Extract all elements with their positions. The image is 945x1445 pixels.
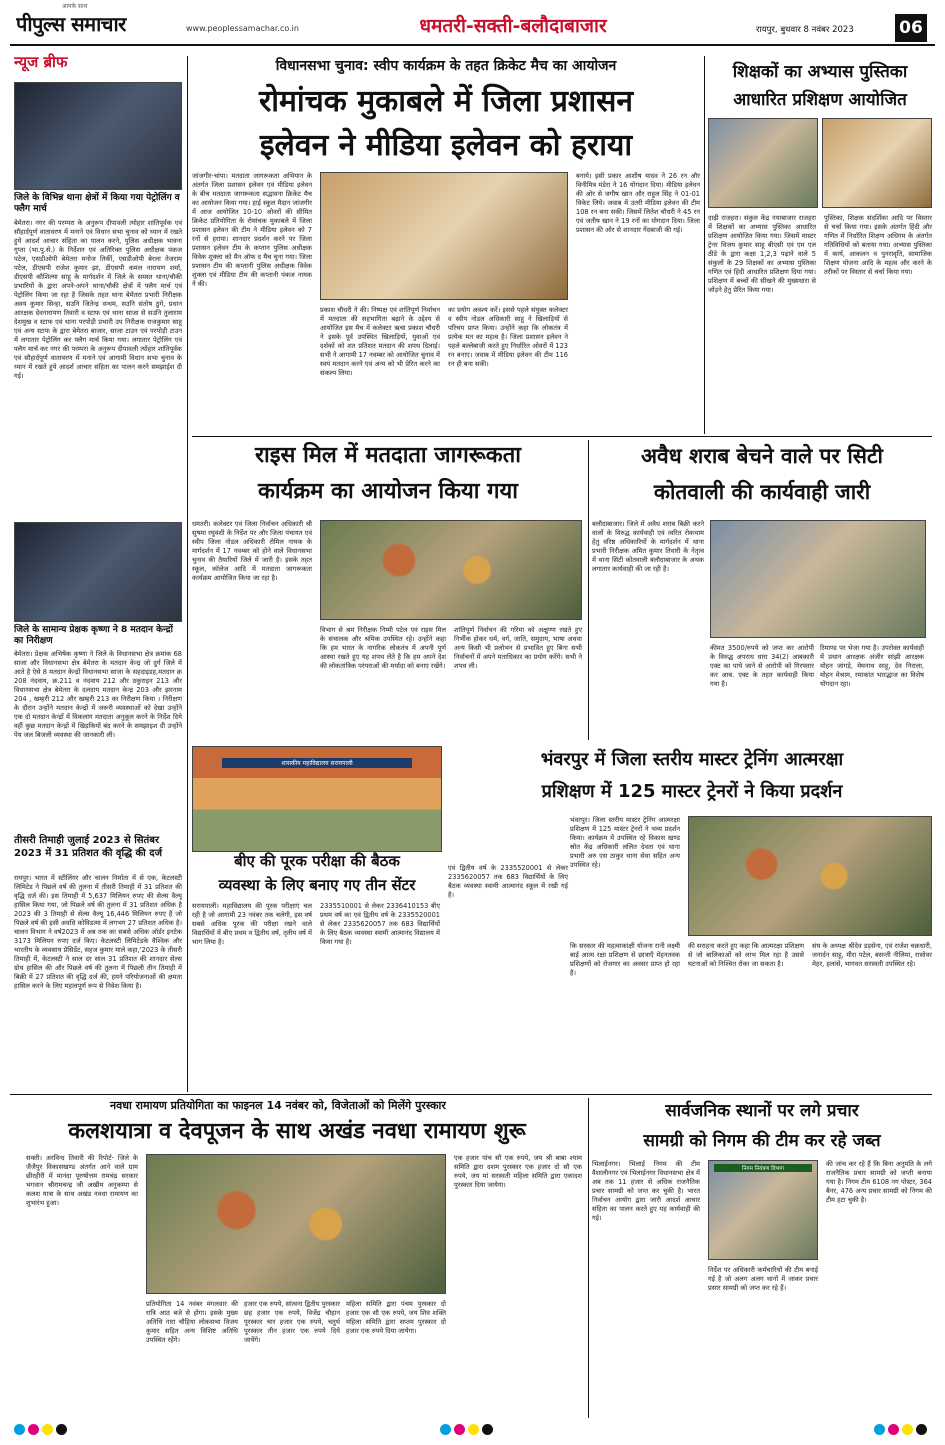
teacher-headline-2: आधारित प्रशिक्षण आयोजित [733, 90, 907, 110]
teacher-photo-2 [822, 118, 932, 208]
brief2-title: जिले के सामान्य प्रेक्षक कृष्णा ने 8 मतदान केन्द्रों का निरीक्षण [14, 625, 173, 646]
college-sign: शासकीय महाविद्यालय सरायपाली [222, 758, 412, 768]
ads-photo [708, 1160, 818, 1260]
rice-col3: शांतिपूर्ण निर्वाचन की गरिमा को अक्षुण्ण रखते हुए निर्भीक होकर धर्म, वर्ग, जाति, समुदाय, भाषा अथवा अन्य किसी भी प्रलोभन से प्रभावित हुए बिना सभी निर्वाचनों में अपने मताधिकार का प्रयोग करेंगे। सभी ने शपथ ली। [454, 626, 582, 670]
ba-col2: 2335510001 से लेकर 2336410153 बीए प्रथम वर्ष का एवं द्वितीय वर्ष के 2335520001 से लेकर 2335620057 तक 683 विद्यार्थियों के लिए बैठक व्यवस्था स्वामी आत्मानंद विद्यालय में किया गया है। [320, 902, 440, 946]
brief1-title: जिले के विभिन्न थाना क्षेत्रों में किया गया पेट्रोलिंग व फ्लैग मार्च [14, 193, 180, 214]
cmyk-yellow-dot [42, 1424, 53, 1435]
issue-date: रायपुर, बुधवार 8 नवंबर 2023 [756, 25, 854, 35]
cricket-col1: जांजगीर-चांपा। मतदाता जागरूकता अभियान के अंतर्गत जिला प्रशासन इलेवन एवं मीडिया इलेवन के बीच मतदाता जागरूकता सद्भावना क्रिकेट मैच का आयोजन किया गया। हाई स्कूल मैदान जांजगीर में आज आयोजित 10-10 ओवरों की सीमित क्रिकेट प्रतियोगिता के रोमांचक मुकाबले में जिला प्रशासन इलेवन की टीम ने मीडिया इलेवन को 7 रनों से हराया। शानदार प्रदर्शन करने पर जिला प्रशासन इलेवन टीम के कप्तान पुलिस अधीक्षक विवेक शुक्ला को मैन ऑफ द मैच चुना गया। जिला प्रशासन टीम की कप्तानी पुलिस अधीक्षक विवेक शुक्ला एवं मीडिया टीम की कप्तानी पंकज नायक ने की। [192, 172, 312, 288]
training-col1: भंवरपुर। जिला स्तरीय मास्टर ट्रेनिंग आत्मरक्षा प्रशिक्षण में 125 मास्टर ट्रेनरों ने भव्य प्रदर्शन किया। कार्यक्रम में उपस्थित रहे विकास खण्ड स्रोत केंद्र अधिकारी ललित देवता एवं थाना प्रभारी अरु एस ठाकुर थाना सेवा सहित अन्य उपस्थित रहे। [570, 816, 680, 869]
ramayan-col5: एक हजार पांच सौ एक रुपये, जय श्री बाबा श्याम समिति द्वारा दशम पुरस्कार एक हजार दो सौ एक रुपये, जय मां सरस्वती महिला समिति द्वारा एकादश पुरस्कार दिया जायेगा। [454, 1154, 582, 1189]
training-photo [688, 816, 932, 936]
ramayan-col2: प्रतियोगिता 14 नवंबर मंगलवार की रात्रि आठ बजे से होगा। इसके मुख्य अतिथि नारा चौहिया लोकसभा विजय कुमार सहित अन्य विशिष्ट अतिथि उपस्थित रहेंगे। [146, 1300, 238, 1344]
teacher-col1: दाढ़ी राजहरा। संकुल केंद्र नयाबाजार राजहरा में शिक्षकों का अभ्यास पुस्तिका आधारित प्रशिक्षण आयोजित किया गया। जिसमें मास्टर ट्रेनर विजय कुमार साहू बीएसी एवं एम एल ठीडे के द्वारा कक्षा 1,2,3 पढ़ाने वाले 5 संकुलों के 29 शिक्षकों का अभ्यास पुस्तिका गणित एवं हिंदी आधारित प्रशिक्षण दिया गया। प्रशिक्षण में बच्चों की सीखने की मुख्यधारा से जोड़ने हेतु प्रेरित किया गया। [708, 214, 816, 294]
rice-photo [320, 520, 582, 620]
cmyk-magenta-dot [888, 1424, 899, 1435]
cmyk-black-dot [482, 1424, 493, 1435]
brief-photo-inspection [14, 522, 182, 622]
cricket-col3: का प्रयोग अवश्य करें। इससे पहले संयुक्त कलेक्टर व स्वीप नोडल अधिकारी साहू ने खिलाड़ियों से परिचय प्राप्त किया। उन्होंने कहा कि लोकतंत्र में प्रत्येक मत का महत्व है। जिला प्रशासन इलेवन ने पहले बल्लेबाजी करते हुए निर्धारित ओवरों में 123 रन बनाए। जवाब में मीडिया इलेवन की टीम 116 रन ही बना सकी। [448, 306, 568, 368]
story-liquor [592, 440, 932, 740]
story-rice [192, 440, 584, 740]
training-headline-2: प्रशिक्षण में 125 मास्टर ट्रेनरों ने किया प्रदर्शन [541, 781, 843, 802]
masthead-rule [10, 44, 935, 46]
logo-text: पीपुल्स समाचार [16, 12, 126, 36]
rice-headline-1: राइस मिल में मतदाता जागरूकता [255, 443, 521, 468]
left-column-divider [187, 56, 188, 1092]
ba-col3: एवं द्वितीय वर्ष के 2335520001 से लेकर 2335620057 तक 683 विद्यार्थियों के लिए बैठक व्यवस्था स्वामी आत्मानंद स्कूल में रखी गई है। [448, 864, 568, 899]
row3-divider [10, 1094, 932, 1095]
footer-registration-center [440, 1424, 493, 1435]
footer-registration-right [874, 1424, 927, 1435]
ads-headline-2: सामग्री को निगम की टीम कर रहे जब्त [643, 1131, 881, 1151]
liquor-col2: कीमत 3500/रुपये को जप्त कर आरोपी के विरुद्ध अपराध धारा 34(2) आबकारी एक्ट का पाये जाने से आरोपी को गिरफ्तार कर आब. एक्ट के तहत कार्यवाही किया गया है। [710, 644, 814, 688]
row1-divider [192, 436, 932, 437]
masthead-website[interactable]: www.peoplessamachar.co.in [186, 24, 299, 33]
teacher-divider [704, 56, 705, 434]
teacher-col2: पुस्तिका, शिक्षक संदर्शिका आदि पर विस्तार से चर्चा किया गया। इसके अंतर्गत हिंदी और गणित में निर्धारित शिक्षण अधिगम के अंतर्गत गतिविधियों को बताया गया। अभ्यास पुस्तिका में कार्य, आकलन व पुनरावृति, सामाजिक शिक्षण योजना आदि के महत्व और करने के तरीकों पर विस्तार से चर्चा किया गया। [824, 214, 932, 276]
liquor-headline-2: कोतवाली की कार्यवाही जारी [653, 480, 871, 504]
liquor-col1: बलौदाबाजार। जिले में अवैध शराब बिक्री करने वालों के विरुद्ध कार्यवाही एवं त्वरित रोकथाम हेतु वरिष्ठ अधिकारियों के मार्गदर्शन में थाना प्रभारी निरीक्षक अमित कुमार तिवारी के नेतृत्व में थाना सिटी कोतवाली बलौदाबाजार के अथक लगातार कार्यवाही की जा रही है। [592, 520, 704, 573]
ramayan-headline: कलशयात्रा व देवपूजन के साथ अखंड नवधा रामायण शुरू [68, 1119, 526, 1144]
page-number: 06 [899, 18, 923, 38]
masthead-tagline: आपके साथ [62, 3, 88, 10]
masthead-logo[interactable] [16, 10, 186, 38]
ba-headline-2: व्यवस्था के लिए बनाए गए तीन सेंटर [218, 876, 416, 894]
cmyk-yellow-dot [902, 1424, 913, 1435]
rice-col2: विभाग से श्रम निरीक्षक निम्मी पटेल एवं राइस मिल के संचालक और श्रमिक उपस्थित रहे। उन्होंने कहा कि हम भारत के नागरिक लोकतंत्र में अपनी पूर्ण आस्था रखते हुए यह शपथ लेते है कि हम अपने देश की लोकतांत्रिक परंपराओं की मर्यादा को बनाए रखेंगे। [320, 626, 446, 670]
ramayan-ads-divider [588, 1098, 589, 1418]
brief3-title: तीसरी तिमाही जुलाई 2023 से सितंबर 2023 में 31 प्रतिशत की वृद्धि की दर्ज [14, 835, 162, 859]
rice-liquor-divider [588, 440, 589, 740]
ads-sign: निगम नियंत्रण विभाग [714, 1164, 812, 1172]
ads-col2: निर्देश पर अधिकारी कर्मचारियों की टीम बनाई गई है जो अलग अलग थानों में जाकर प्रचार प्रसार सामग्री को जप्त कर रहे हैं। [708, 1266, 818, 1292]
ramayan-col3: हजार एक रुपये, सांत्वना द्वितीय पुरस्कार छह हजार एक रुपये, विजेंद्र चौहान पुरस्कार चार हजार एक रुपये, चतुर्थ पुरस्कार तीन हजार एक रुपये दिये जायेंगे। [244, 1300, 340, 1344]
cricket-kicker: विधानसभा चुनाव: स्वीप कार्यक्रम के तहत क्रिकेट मैच का आयोजन [275, 58, 617, 74]
cmyk-magenta-dot [28, 1424, 39, 1435]
story-teacher [708, 56, 932, 434]
story-cricket [192, 56, 700, 434]
section-title: धमतरी-सक्ती-बलौदाबाजार [419, 15, 607, 37]
cricket-headline-1: रोमांचक मुकाबले में जिला प्रशासन [258, 84, 634, 119]
ramayan-col1: सक्ती। अरविन्द तिवारी की रिपोर्ट- जिले के जैजैपुर विकासखण्ड अंतर्गत आने वाले ग्राम छीरहीरी में मानंदा पूरुषोत्तम रामचंद्र सरकार भगवान श्रीरामचन्द्र जी अखीम अनुकम्पा से कलश यात्रा के साथ अखंड नवधा रामायण का शुभारंभ हुआ। [26, 1154, 138, 1207]
cmyk-cyan-dot [14, 1424, 25, 1435]
liquor-photo [710, 520, 926, 638]
ba-headline-1: बीए की पूरक परीक्षा की बैठक [234, 852, 400, 870]
cmyk-cyan-dot [874, 1424, 885, 1435]
cmyk-black-dot [56, 1424, 67, 1435]
brief-photo-patrol [14, 82, 182, 190]
story-training [452, 746, 932, 1092]
cmyk-yellow-dot [468, 1424, 479, 1435]
page-number-box [895, 14, 927, 42]
training-col3: की सराहना करते हुए कहा कि आत्मरक्षा प्रशिक्षण से जो बालिकाओं को लाभ मिल रहा है उससे घटनाओं को निश्चित रोका जा सकता है। [688, 942, 804, 968]
ads-col3: की जांच कर रहे हैं कि बिना अनुमति के लगे राजनैतिक प्रचार सामग्री को जप्ती बनाया गया है। निगम टीम 6108 नग पोस्टर, 364 बैनर, 476 अन्य प्रचार सामग्री को निगम की टीम हटा चुकी है। [826, 1160, 932, 1204]
footer-registration-left [14, 1424, 67, 1435]
cmyk-black-dot [916, 1424, 927, 1435]
brief2-body: बेमेतरा। प्रेक्षक अभिषेक कृष्णा ने जिले के विधानसभा क्षेत्र क्रमांक 68 साजा और विधानसभा क्षेत्र बेमेतरा के मतदान केन्द्र जो दुर्ग जिले में आते है ऐसे 8 मतदान केन्द्रों विधानसभा साजा के सहदाइडह,मतदान क्र 208 नंदवाय, क्र.211 व नंदवाय 212 और ठकुराइन 213 और विधानसभा क्षेत्र बेमेतरा के दलदाय मतदान केन्द्र 203 और झरनाम 204 , खम्हरी 212 और खम्हरी 213 का निरीक्षण किया । निरीक्षण के दौरान उन्होंने मतदान केन्द्रों में जरूरी व्यवस्थाओं को देखा उन्होंने एक दो मतदान केन्द्रों में विकलांग मतदाता अनुकूल करने के निर्देश दिये वहीं कुछ मतदान केन्द्रों में खिड़कियों बंद करने के समझाइश दी उन्होंने पेय जल बिजली व्यवस्था की जानकारी ली। [14, 650, 182, 739]
liquor-col3: रिमाण्ड पर भेजा गया है। उपरोक्त कार्यवाही में प्रधान आरक्षक अंजीर सांझी आरक्षक मोहन जांगड़े, मेघनाथ साहू, देव निराला, मोहन मेश्राम, रमाकांत भारद्धाज का विशेष योगदान रहा। [820, 644, 924, 688]
cricket-col4: बनाये। इसी प्रकार आशीष यादव ने 26 रन और विनीमित्र मंडेरा ने 16 योगदान दिया। मीडिया इलेवन की ओर से जगीष खान और राहुल सिंह ने 01-01 विकेट लिये। जवाब में उतरी मीडिया इलेवन की टीम 108 रन बना सकी। जिसमें लितेश चौधरी ने 45 रन एवं जतीष खान ने 19 रनों का योगदान दिया। जिला प्रशासन की ओर से शानदार गेंदबाजी की गई। [576, 172, 700, 234]
ramayan-photo [146, 1154, 446, 1294]
ramayan-col4: महिला समिति द्वारा पंचम पुरस्कार दो हजार एक सौ एक रुपये, जय शिव शक्ति महिला समिति द्वारा सप्तम पुरस्कार दो हजार एक रुपये दिया जायेगा। [346, 1300, 446, 1335]
section-banner [388, 12, 638, 42]
ba-col1: सरायपाली। महाविद्यालय की पूरक परीक्षाएं चल रही है जो आगामी 23 नवंबर तक चलेगी, इस वर्ष सबसे अधिक पूरक की परीक्षा रखने वाले विद्यार्थियों में बीए प्रथम व द्वितीय वर्ष, तृतीय वर्ष में भाग लिया है। [192, 902, 312, 946]
cmyk-magenta-dot [454, 1424, 465, 1435]
rice-col1: धमतरी। कलेक्टर एवं जिला निर्वाचन अधिकारी श्री सुषमा रघुवंशी के निर्देश पर और जिला पंचायत एवं स्वीप जिला नोडल अधिकारी रोमिल नायक के मार्गदर्शन में 17 नवम्बर को होने वाले विधानसभा चुनाव की तैयारियों जिले में जारी है। इसके तहत स्कूल, कॉलेज आदि में मतदाता जागरूकता कार्यक्रम आयोजित किया जा रहा है। [192, 520, 312, 582]
teacher-photo-1 [708, 118, 818, 208]
story-ads [592, 1098, 932, 1418]
training-headline-1: भंवरपुर में जिला स्तरीय मास्टर ट्रेनिंग आत्मरक्षा [540, 749, 844, 770]
brief3-body: रायपुर। भारत में स्टीलिंगर और चालन निर्माता में से एक, केटलस्टी लिमिटेड ने पिछले वर्ष की तुलना में तीसरी तिमाही में 31 प्रतिशत की वृद्धि दर्ज की। इस तिमाही में 5,637 मिलियन रुपए की सेल्स वैल्यू हासिल किया गया, जो पिछले वर्ष की तुलना में 31 प्रतिशत अधिक है 2023 की 3 तिमाही से सेल्स वैल्यू 16,446 मिलियन रुपए है जो पिछले वर्ष की इसी अवधि कोविडत्मा में लगभग 27 प्रतिशत अधिक है। चालन विभाग ने वर्ष2023 में अब तक का सबसे अधिक ऑर्डर इनटेक 3173 मिलियन रुपए दर्ज किए। केटलस्टी लिमिटेडके वैश्विक और भारतीय के व्यवसाय प्रेसिडेंट, सहज कुमार माले कहा,'2023 के तीसरी तिमाही में, केटलस्टी ने साल दर साल 31 प्रतिशत की शानदार सेल्स ग्रोथ हासिल की और पिछले वर्ष की तुलना में पिछली तीन तिमाही में बिक्री में 27 प्रतिशत की वृद्धि दर्ज की, हमने परियोजनाओं की क्षमता हासिल करने के लिए महत्वपूर्ण रूप से निवेश किया है। [14, 874, 182, 990]
liquor-headline-1: अवैध शराब बेचने वाले पर सिटी [641, 444, 883, 468]
ramayan-kicker: नवधा रामायण प्रतियोगिता का फाइनल 14 नवंबर को, विजेताओं को मिलेंगे पुरस्कार [110, 1099, 446, 1112]
masthead [0, 0, 945, 46]
brief1-body: बेमेतरा। नगर की परम्परा के अनुरूप दीपावली त्योहार शांतिपूर्वक एवं सौहार्दपूर्ण वातावरण में मनाने एवं विधान सभा चुनाव को ध्यान में रखते हुये आदर्श आचार संहिता का पालन करने, पुलिस अधीक्षक भावना गुप्ता (भा.पु.से.) के निर्देशन एवं अतिरिक्त पुलिस अधीक्षक पंकज पटेल, एसडीओपी बेमेतरा मनोज तिर्की, एसडीओपी बेरला तेजराम पटेल, डीएसपी राजेश कुमार झा, डीएसपी कमल नारायण शर्मा, डीएसपी कौशिल्या साहू के मार्गदर्शन में जिले के समस्त थाना/चौकी प्रभारियों के द्वारा अपने-अपने थाना/चौकी क्षेत्रों में फ्लैग मार्च एवं पेट्रोलिंग किया जा रहा है जिसके तहत थाना बेमेतरा प्रभारी निरीक्षक अवय कुमार सिन्हा, सउनि जितेन्द्र वन्धम, सउनि संतोष ठुगे, प्रधान आरक्षक देवनारायण तिवारी व स्टाफ एवं थाना साजा से सउनि तुलाराम देशमुख व स्टाफ एवं थाना परपोड़ी प्रभारी उप निरीक्षक राजकुमार साहू एवं अन्य स्टाफ के द्वारा बेमेतरा बाजार, साजा टाउन एवं परपोड़ी टाउन में लगातार पेट्रोलिंग कर फ्लैग मार्च किया गया। लगातार पेट्रोलिंग एवं फ्लैग मार्च कर नगर की परम्परा के अनुरूप दीपावली त्योहार शांतिपूर्वक एवं सौहार्दपूर्ण वातावरण में मनाने एवं आगामी विधान सभा चुनाव के ध्यान में रखते हुये आदर्श आचार संहिता का पालन करने समझाईश दी गई। [14, 219, 182, 380]
training-col4: संघ के अध्यक्ष श्रीदेव डड़सेना, एवं राजेश चक्रधारी, जनार्दन साहू, मीरा पटेल, बसन्ती नीलिमा, रासोवर मेहर, हलांसे, भागवत सरस्वती उपस्थित रहे। [812, 942, 932, 968]
teacher-headline-1: शिक्षकों का अभ्यास पुस्तिका [732, 62, 908, 82]
cmyk-cyan-dot [440, 1424, 451, 1435]
ads-headline-1: सार्वजनिक स्थानों पर लगे प्रचार [665, 1101, 859, 1121]
news-brief-label: न्यूज ब्रीफ [14, 53, 68, 71]
story-ramayan [10, 1098, 584, 1418]
cricket-headline-2: इलेवन ने मीडिया इलेवन को हराया [259, 128, 633, 163]
cricket-col2: प्रकाश चौधरी ने की। निष्पक्ष एवं शांतिपूर्ण निर्वाचन में मतदाता की सहभागिता बढ़ाने के उद्देश्य से आयोजित इस मैच में कलेक्टर ऋचा प्रकाश चौधरी ने इसके पूर्व उपस्थित खिलाड़ियों, युवाओं एवं दर्शकों को शत प्रतिशत मतदान की शपथ दिलाई। सभी ने आगामी 17 नवम्बर को आयोजित चुनाव में स्वयं मतदान करने एवं अन्य को भी प्रेरित करने का संकल्प लिया। [320, 306, 440, 377]
news-brief-column [14, 52, 182, 1092]
ads-col1: भिलाईनगर। भिलाई निगम की टीम वैशालीनगर एवं भिलाईनगर विधानसभा क्षेत्र में अब तक 11 हजार से अधिक राजनैतिक प्रचार सामग्री को जप्त कर चुकी है। भारत निर्वाचन आयोग द्वारा जारी आदर्श आचार संहिता का पालन करते हुए यह कार्यवाही की गई। [592, 1160, 700, 1222]
training-col2: कि सरकार की महत्वाकांक्षी योजना रानी लक्ष्मी बाई आत्म रक्षा प्रशिक्षण से छात्राएँ मेहनतवक प्रशिक्षणों को रोजगार का अवसर प्राप्त हो रहा है। [570, 942, 680, 977]
cricket-photo [320, 172, 568, 300]
rice-headline-2: कार्यक्रम का आयोजन किया गया [257, 479, 518, 504]
